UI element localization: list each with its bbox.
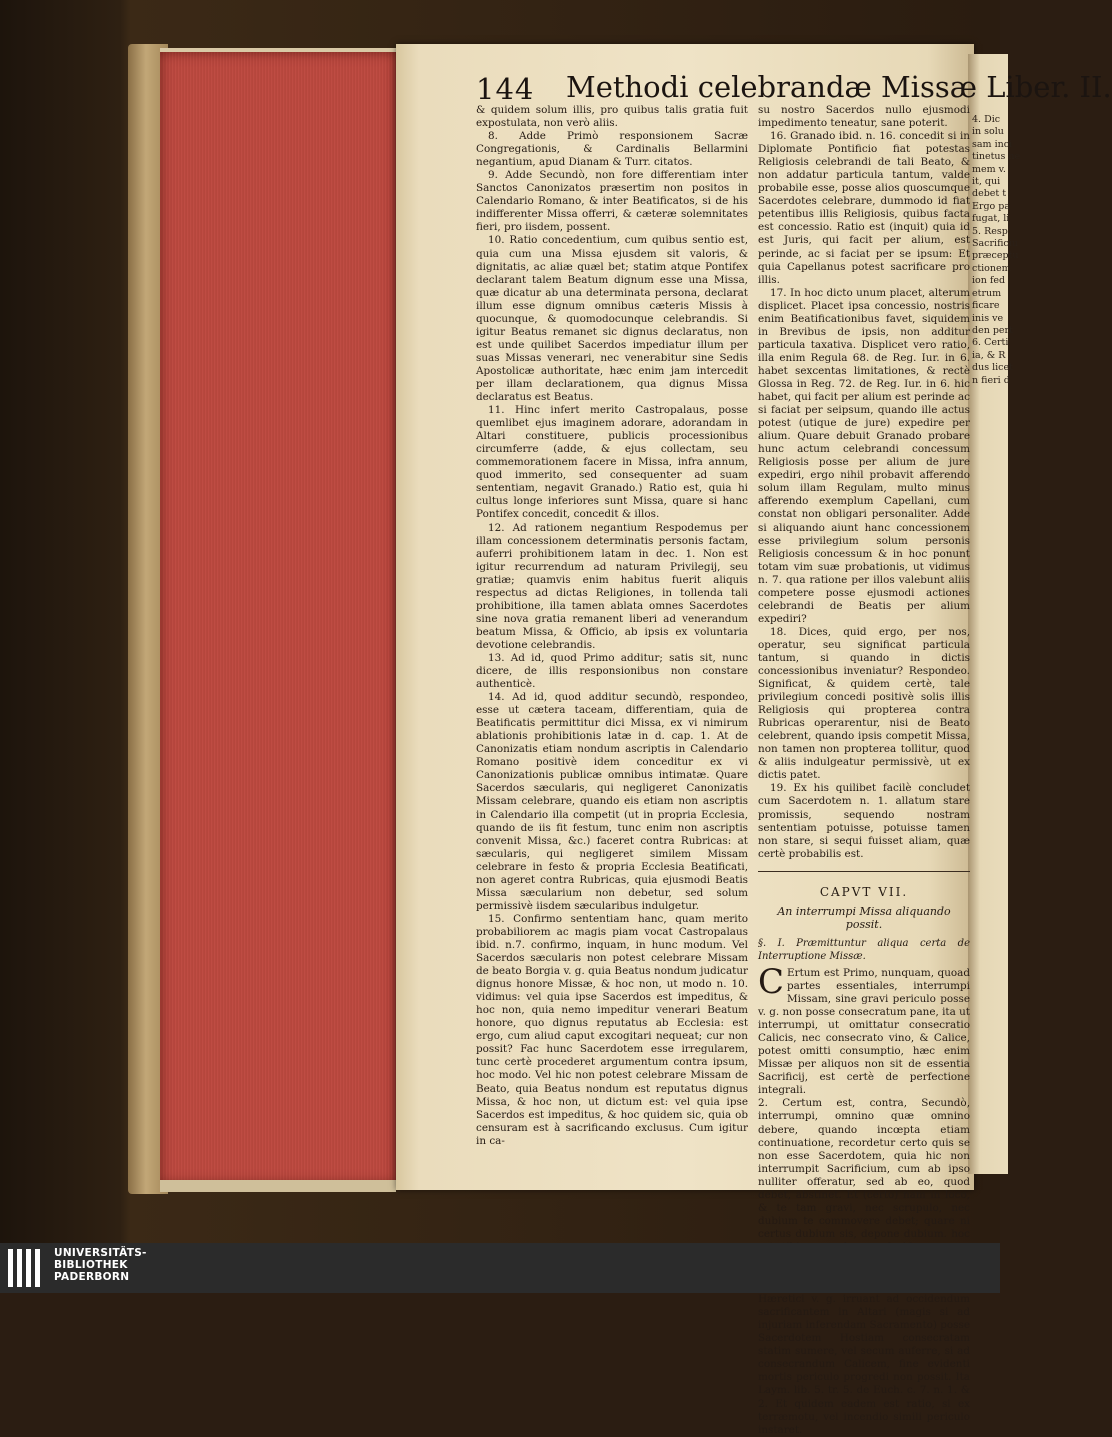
library-footer xyxy=(0,1243,1000,1293)
library-name-line: BIBLIOTHEK xyxy=(54,1259,128,1271)
red-page-edges xyxy=(160,52,396,1184)
paragraph: 15. Confirmo sententiam hanc, quam merito probabiliorem ac magis piam vocat Castropalaus ibid. n.7. confirmo, inquam, in hunc modum. Vel Sacerdos sæcularis non potest celebrare Missam de beato Borgia v. g. quia Beatus nondum judicatur dignus honore Missæ, & hoc non, ut modo n. 10. vidimus: vel quia ipse Sacerdos est impeditus, & hoc non, quia nemo impeditur venerari Beatum honore, quo dignus reputatus ab Ecclesia: est ergo, cum aliud caput excogitari nequeat; cur non possit? Fac hunc Sacerdotem esse irregularem, tunc certè procederet argumentum contra ipsum, hoc modo. Vel hic non potest celebrare Missam de Beato, quia Beatus nondum est reputatus dignus Missa, & hoc non, ut dictum est: vel quia ipse Sacerdos est impeditus, & hoc quidem sic, quia ob censuram est à sacrificando exclusus. Cum igitur in ca- xyxy=(476,912,748,1147)
next-page-line: fugat, li xyxy=(972,213,1010,225)
paragraph: 10. Ratio concedentium, cum quibus sentio est, quia cum una Missa ejusdem sit valoris, & dignitatis, ac aliæ quæl bet; statim atque Pontifex declarant talem Beatum dignum esse una Missa, quæ dicatur ab una determinata persona, declarat illum esse dignum omnibus cæteris Missis à quocunque, & quomodocunque celebrandis. Si igitur Beatus remanet sic dignus declaratus, non est unde quilibet Sacerdos impediatur illum per suas Missas venerari, nec venerabitur sine Sedis Apostolicæ authoritate, hæc enim jam intercedit per illam declarationem, qua dignus Missa declaratus est Beatus. xyxy=(476,234,748,404)
chapter-rule xyxy=(758,871,970,872)
next-page-line: tinetus ne xyxy=(972,151,1021,163)
library-name-line: PADERBORN xyxy=(54,1271,130,1283)
next-page-line: sam inci xyxy=(972,138,1013,150)
paragraph: su nostro Sacerdos nullo ejusmodi impedimento teneatur, sane poterit. xyxy=(758,104,970,130)
library-logo-icon xyxy=(8,1249,48,1287)
library-name-line: UNIVERSITÄTS- xyxy=(54,1247,147,1259)
paragraph: 8. Adde Primò responsionem Sacræ Congregationis, & Cardinalis Bellarmini negantium, apud Dianam & Turr. citatos. xyxy=(476,130,748,169)
next-page-line: den pert xyxy=(972,324,1013,336)
page-number: 144 xyxy=(476,72,535,106)
next-page-line: it, qui xyxy=(972,176,1001,188)
right-column-paragraphs xyxy=(758,104,970,861)
next-page-line: Ergo pa xyxy=(972,200,1011,212)
paragraph: 18. Dices, quid ergo, per nos, operatur, seu significat particula tantum, si quando in dictis concessionibus inveniatur? Respondeo. Significat, & quidem certè, tale privilegium concedi positivè solis illis Religiosis qui propterea contra Rubricas operarentur, nisi de Beato celebrent, quando ipsis competit Missa, non tamen non propterea tollitur, quod & aliis indulgeatur permissivè, ut ex dictis patet. xyxy=(758,625,970,782)
left-column xyxy=(476,104,748,1148)
page-header xyxy=(476,68,1112,108)
next-page-line: præceptu xyxy=(972,250,1019,262)
next-page-line: ion fed xyxy=(972,275,1006,287)
next-page-line: ia, & R xyxy=(972,349,1006,361)
next-page-line: Sacrificiu xyxy=(972,238,1018,250)
paragraph: 9. Adde Secundò, non fore differentiam inter Sanctos Canonizatos præsertim non positos in Calendario Romano, & inter Beatificatos, si de his indifferenter Missa offerri, & cæteræ solemnitates fieri, pro iisdem, possent. xyxy=(476,169,748,234)
paragraph: 11. Hinc infert merito Castropalaus, posse quemlibet ejus imaginem adorare, adorandam in Altari constituere, publicis processionibus circumferre (adde, & ejus collectam, seu commemorationem facere in Missa, infra annum, quod immerito, sed consequenter ad suam sententiam, negavit Granado.) Ratio est, quia hi cultus longe inferiores sunt Missa, quare si hanc Pontifex concedit, concedit & illos. xyxy=(476,404,748,521)
next-page-line: etrum xyxy=(972,287,1002,299)
chapter-paragraph: Hæretici v. g. irruant ad occidendum sacrificantem in Altari (magis si ad injuriam inferendam Sacramento) posse Sacerdotem Hostiam consecratam statim sumere, vel secum auferre, si ad consecrandum Calicem, fine evidenti mortis periculo progredi non possit. Ita Laym. lib. 5. tr. 5. de Euch. c. 7. n. 1. & 2. Et quidem eadem est ratio, si ex terræmotu, vel incendio simili periculo instaret. xyxy=(758,1293,970,1436)
chapter-paragraph: 2. Certum est, contra, Secundò, interrumpi, omnino quæ omnino debere, quando incœpta etiam continuatione, recordetur certo quis se non esse Sacerdotem, quia hic non interrumpit Sacrificium, cum ab ipso nulliter offeratur, sed ab eo, quod debet, abstinet. Et (certo) nam in loco, & te tam gravi, nec scrupulo, nec dubium te commovere debet; quare ni certus dubium sis, depone dubium. hoc xyxy=(758,1097,970,1240)
next-page-line: in solu xyxy=(972,126,1004,138)
paragraph: & quidem solum illis, pro quibus talis gratia fuit expostulata, non verò aliis. xyxy=(476,104,748,130)
drop-cap: C xyxy=(758,961,785,1002)
next-page-text xyxy=(972,114,1020,387)
paragraph: 16. Granado ibid. n. 16. concedit si in Diplomate Pontificio fiat potestas Religiosis celebrandi de tali Beato, & non addatur particula tantum, valde probabile esse, posse alios quoscumque Sacerdotes celebrare, dummodo id fiat petentibus illis Religiosis, quibus facta est concessio. Ratio est (inquit) quia id est Juris, qui facit per alium, est perinde, ac si faciat per se ipsum: Et quia Capellanus potest sacrificare pro illis. xyxy=(758,130,970,286)
library-name xyxy=(54,1247,147,1283)
next-page-line: inis ve xyxy=(972,312,1004,324)
paragraph-text: Ertum est Primo, nunquam, quoad partes essentiales, interrumpi Missam, sine gravi periculo posse v. g. non posse consecratum pane, ita ut interrumpi, ut omittatur consecratio Calicis, nec consecrato vino, & Calice, potest omitti consumptio, hæc enim Missæ per aliquos non sit de essentia Sacrificij, est certè de perfectione integrali. xyxy=(758,966,970,1097)
paragraph: 19. Ex his quilibet facilè concludet cum Sacerdotem n. 1. allatum stare promissis, sequendo nostram sententiam potuisse, potuisse tamen non stare, si sequi fuisset aliam, quæ certè probabilis est. xyxy=(758,782,970,860)
next-page-line: 5. Resp xyxy=(972,225,1008,237)
next-page-line: debet t xyxy=(972,188,1007,200)
page-block-bottom xyxy=(160,1180,396,1192)
paragraph: 17. In hoc dicto unum placet, alterum displicet. Placet ipsa concessio, nostris enim Beatificationibus favet, siquidem in Brevibus de ipsis, non additur particula taxativa. Displicet vero ratio, illa enim Regula 68. de Reg. Iur. in 6. habet sexcentas limitationes, & rectè Glossa in Reg. 72. de Reg. Iur. in 6. hic habet, qui facit per alium est perinde ac si faciat per seipsum, quando ille actus potest (utique de jure) expedire per alium. Quare debuit Granado probare hunc actum celebrandi concessum Religiosis posse per alium de jure expediri, ergo nihil probavit afferendo solum illam Regulam, multo minus afferendo exemplum Capellani, cum constat non obligari personaliter. Adde si aliquando aiunt hanc concessionem esse privilegium solum personis Religiosis concessum & in hoc ponunt totam vim suæ probationis, ut vidimus n. 7. qua ratione per illos valebunt aliis competere posse ejusmodi actiones celebrandi de Beatis per alium expediri? xyxy=(758,286,970,625)
right-column xyxy=(758,104,970,1436)
next-page-line: 6. Certi xyxy=(972,337,1009,349)
paragraph: 14. Ad id, quod additur secundò, respondeo, esse ut cætera taceam, differentiam, quia de Beatificatis permittitur dici Missa, ex vi nimirum ablationis prohibitionis latæ in d. cap. 1. At de Canonizatis etiam nondum ascriptis in Calendario Romano positivè idem conceditur ex vi Canonizationis publicæ omnibus intimatæ. Quare Sacerdos sæcularis, qui negligeret Canonizatis Missam celebrare, quando eis etiam non ascriptis in Calendario illa competit (ut in propria Ecclesia, quando de iis fit festum, tunc enim non ascriptis convenit Missa, &c.) faceret contra Rubricas: at sæcularis, qui negligeret similem Missam celebrare in festo & propria Ecclesia Beatificati, non ageret contra Rubricas, quia ejusmodi Beatis Missa sæcularium non debetur, sed solum permissivè iisdem sæcularibus indulgetur. xyxy=(476,691,748,912)
section-heading: §. I. Præmittuntur aliqua certa de Interruptione Missæ. xyxy=(758,937,970,962)
chapter-title: An interrumpi Missa aliquando possit. xyxy=(777,904,951,931)
paragraph: 13. Ad id, quod Primo additur; satis sit, nunc dicere, de illis responsionibus non constare authenticè. xyxy=(476,651,748,691)
next-page-line: ctionem xyxy=(972,262,1011,274)
paragraph: 12. Ad rationem negantium Respodemus per illam concessionem determinatis personis factam, auferri prohibitionem latam in dec. 1. Non est igitur recurrendum ad naturam Privilegij, seu gratiæ; quamvis enim habitus fuerit aliquis respectus ad dictas Religiones, in tollenda tali prohibitione, illa tamen ablata omnes Sacerdotes sine nova gratia remanent liberi ad venerandum beatum Missa, & Officio, ab ipsis ex voluntaria devotione celebrandis. xyxy=(476,521,748,651)
next-page-line: n fieri d xyxy=(972,374,1010,386)
next-page-line: dus licet xyxy=(972,362,1013,374)
next-page-line: ficare xyxy=(972,300,1000,312)
next-page-line: mem v. xyxy=(972,163,1006,175)
chapter-heading: CAPVT VII. xyxy=(819,884,909,899)
next-page-edge xyxy=(968,54,1021,1174)
chapter-first-paragraph xyxy=(758,961,970,1097)
running-title: Methodi celebrandæ Missæ Liber. II. xyxy=(566,70,1112,104)
next-page-line: 4. Dic xyxy=(972,114,1001,125)
